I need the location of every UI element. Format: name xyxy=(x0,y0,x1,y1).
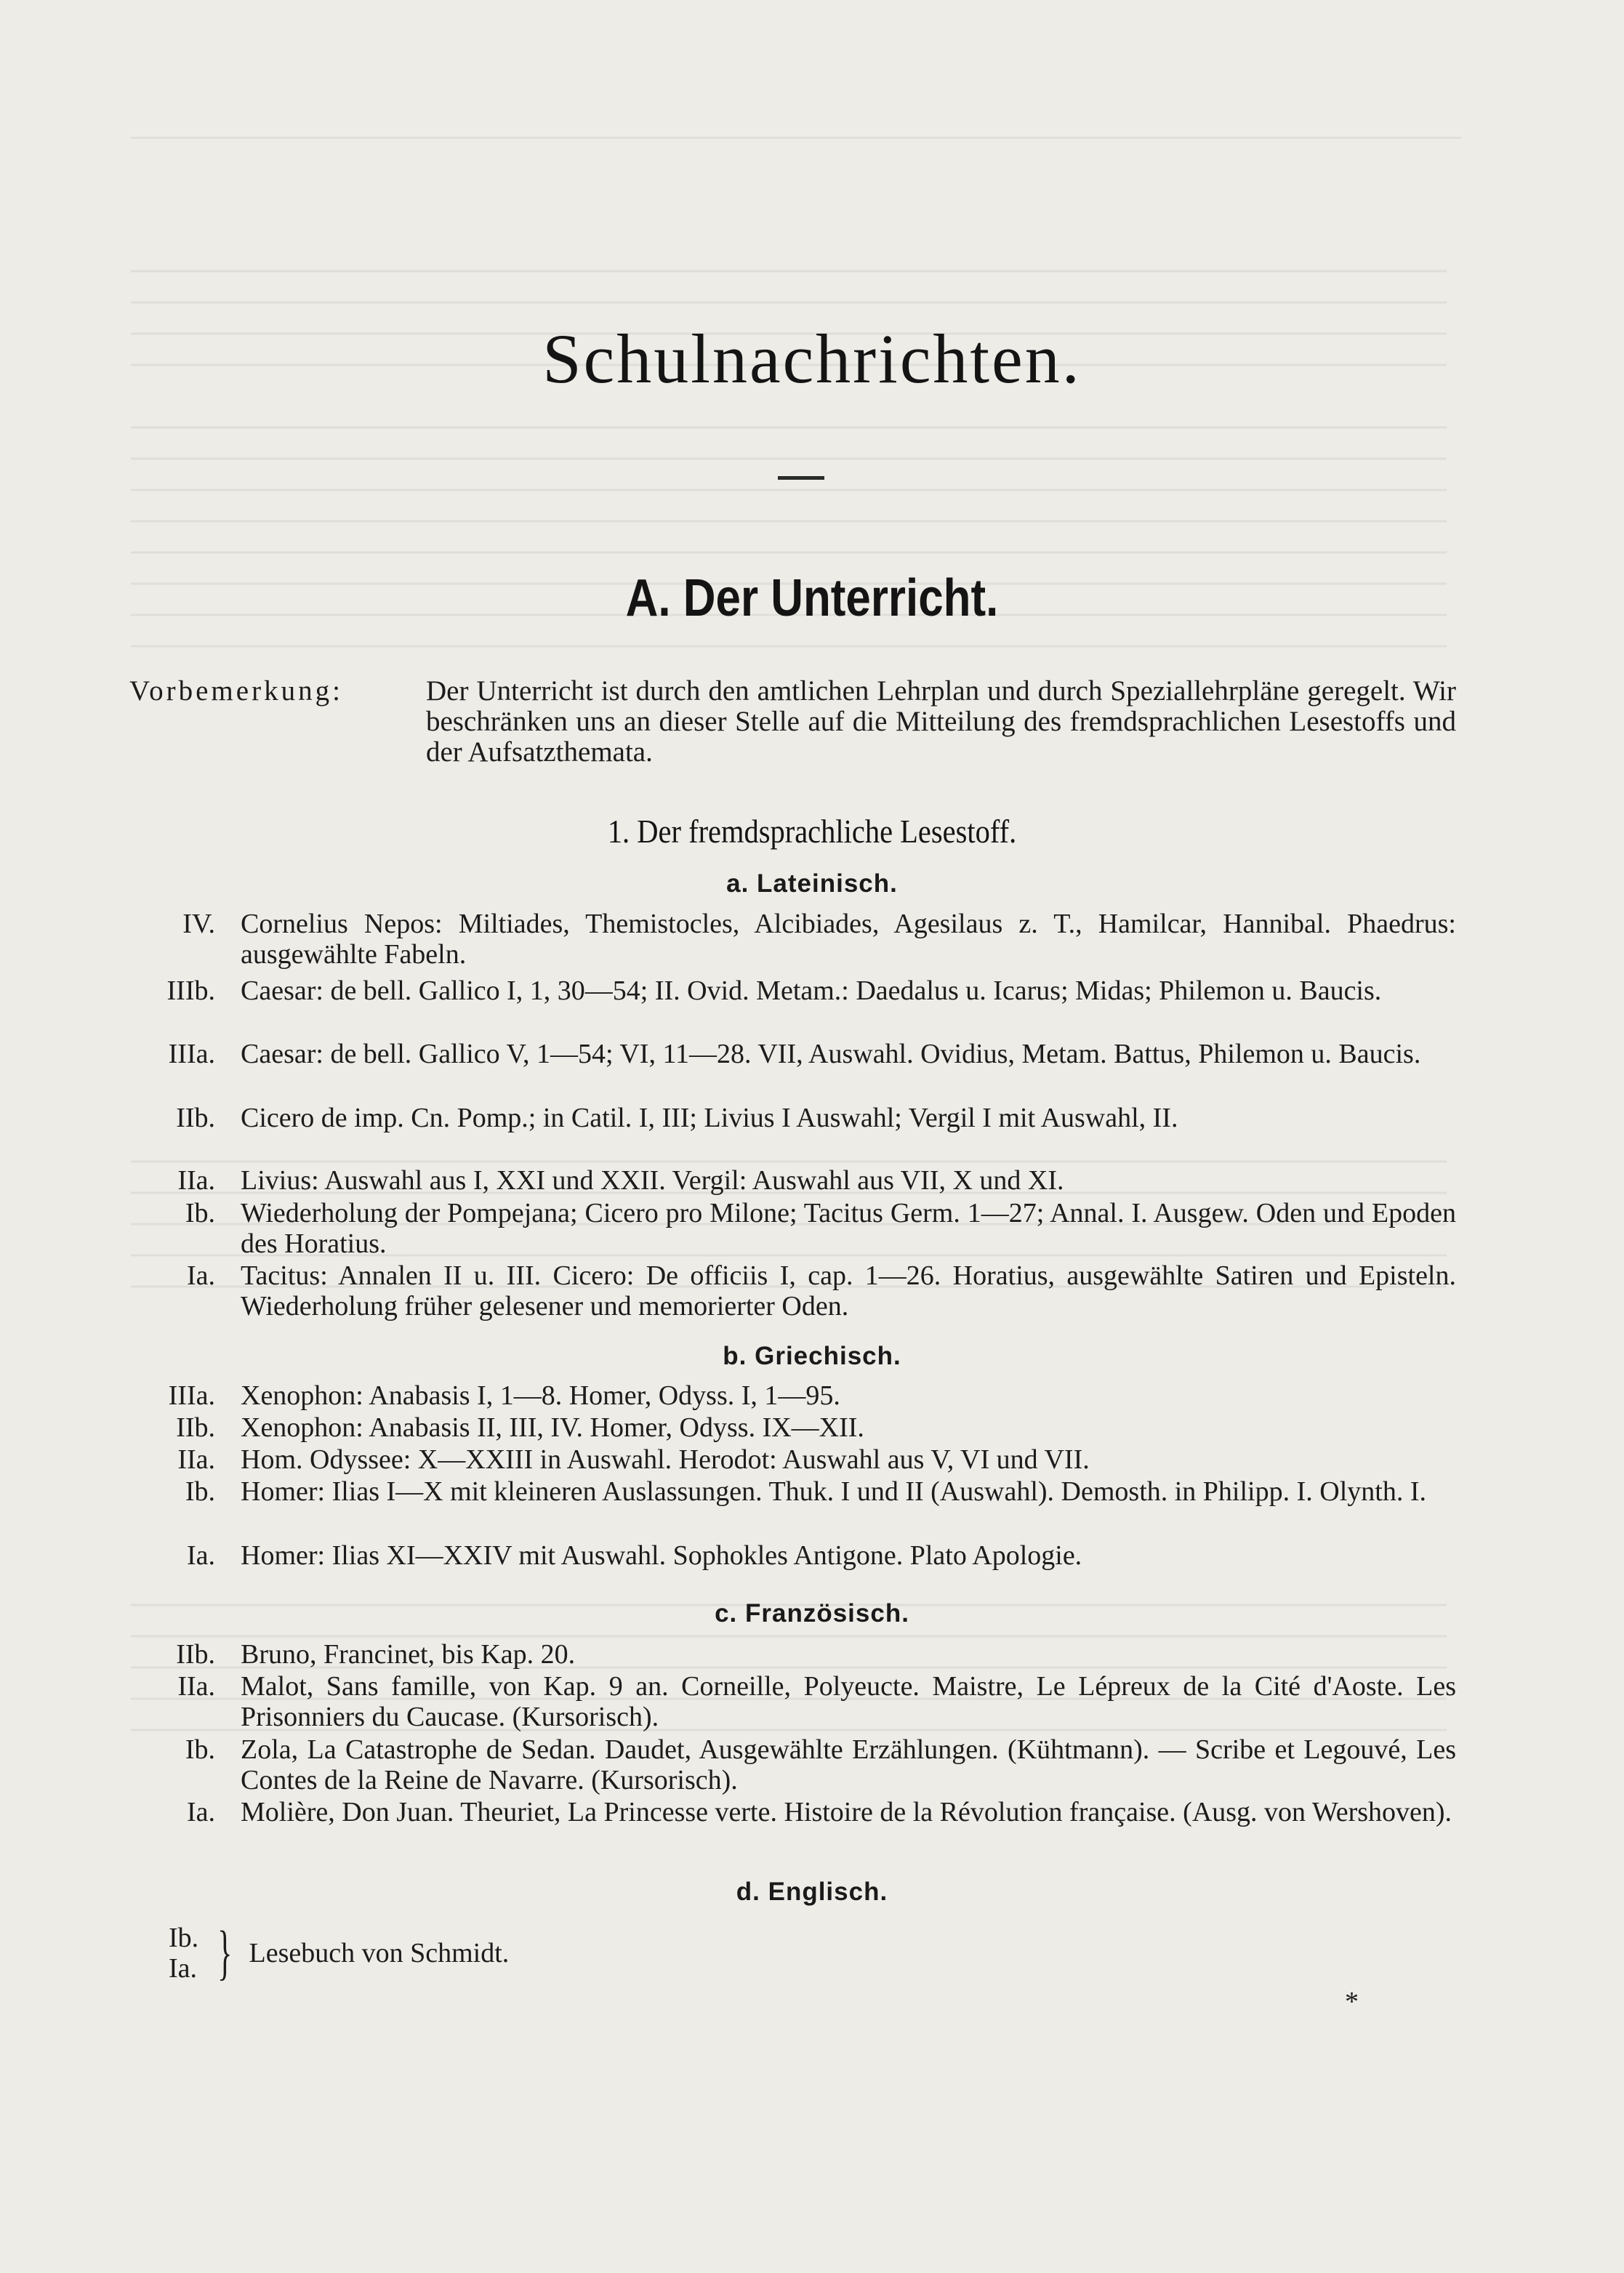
entry-text: Cornelius Nepos: Miltiades, Themistocles, Alcibiades, Agesilaus z. T., Hamilcar, Hannibal. Phaedrus: ausgewählte Fabeln. xyxy=(241,909,1456,970)
reading-entry xyxy=(129,1103,1456,1134)
title-divider xyxy=(778,476,824,480)
reading-entry xyxy=(129,1477,1456,1508)
entry-text: Wiederholung der Pompejana; Cicero pro Milone; Tacitus Germ. 1—27; Annal. I. Ausgew. Oden und Epoden des Horatius. xyxy=(241,1198,1456,1259)
class-label: Ib. xyxy=(185,1198,215,1228)
bracketed-classes xyxy=(169,1923,198,1984)
entry-text: Caesar: de bell. Gallico V, 1—54; VI, 11—28. VII, Auswahl. Ovidius, Metam. Battus, Philemon u. Baucis. xyxy=(241,1039,1421,1069)
class-label: Ib. xyxy=(185,1476,215,1507)
class-label: Ib. xyxy=(169,1923,199,1953)
reading-entry xyxy=(129,1166,1456,1196)
class-label: IIa. xyxy=(177,1671,215,1702)
reading-entry xyxy=(129,1039,1456,1070)
class-label: Ia. xyxy=(169,1953,198,1984)
entry-text: Lesebuch von Schmidt. xyxy=(249,1938,510,1968)
reading-entry xyxy=(129,1381,1456,1412)
class-label: Ia. xyxy=(186,1797,215,1827)
language-heading-latin: a. Lateinisch. xyxy=(726,869,898,898)
class-label: IIb. xyxy=(176,1412,215,1443)
entry-text: Livius: Auswahl aus I, XXI und XXII. Vergil: Auswahl aus VII, X und XI. xyxy=(241,1165,1064,1196)
reading-entry xyxy=(129,1735,1456,1795)
reading-entry xyxy=(129,1413,1456,1444)
entry-text: Homer: Ilias XI—XXIV mit Auswahl. Sophokles Antigone. Plato Apologie. xyxy=(241,1540,1082,1571)
reading-entry xyxy=(129,1672,1456,1732)
entry-text: Cicero de imp. Cn. Pomp.; in Catil. I, III; Livius I Auswahl; Vergil I mit Auswahl, II. xyxy=(241,1103,1178,1133)
class-label: Ib. xyxy=(185,1734,215,1765)
class-label: IIb. xyxy=(176,1103,215,1133)
language-heading-english: d. Englisch. xyxy=(736,1878,888,1906)
curly-brace-icon: } xyxy=(217,1919,232,1987)
entry-text: Xenophon: Anabasis II, III, IV. Homer, Odyss. IX—XII. xyxy=(241,1412,864,1443)
class-label: IIIa. xyxy=(168,1039,215,1069)
entry-text: Xenophon: Anabasis I, 1—8. Homer, Odyss. I, 1—95. xyxy=(241,1380,840,1411)
page-title: Schulnachrichten. xyxy=(542,320,1082,398)
preface xyxy=(129,676,1456,768)
class-label: IIb. xyxy=(176,1639,215,1670)
entry-text: Tacitus: Annalen II u. III. Cicero: De officiis I, cap. 1—26. Horatius, ausgewählte Satiren und Episteln. Wiederholung früher gelesener und memorierter Oden. xyxy=(241,1260,1456,1321)
class-label: Ia. xyxy=(186,1540,215,1571)
class-label: IIa. xyxy=(177,1165,215,1196)
page-mark: * xyxy=(1345,1987,1359,2017)
entry-text: Malot, Sans famille, von Kap. 9 an. Corneille, Polyeucte. Maistre, Le Lépreux de la Cité d'Aoste. Les Prisonniers du Caucase. (Kursorisch). xyxy=(241,1671,1456,1732)
class-label: IIa. xyxy=(177,1444,215,1475)
reading-entry xyxy=(129,976,1456,1007)
entry-text: Zola, La Catastrophe de Sedan. Daudet, Ausgewählte Erzählungen. (Kühtmann). — Scribe et Legouvé, Les Contes de la Reine de Navarre. (Kursorisch). xyxy=(241,1734,1456,1795)
preface-text: Der Unterricht ist durch den amtlichen Lehrplan und durch Speziallehrpläne geregelt. Wir beschränken uns an dieser Stelle auf die Mitteilung des fremdsprachlichen Lesestoffs und der Aufsatzthemata. xyxy=(426,675,1456,768)
class-label: IIIb. xyxy=(166,975,215,1006)
reading-entry xyxy=(129,1261,1456,1321)
entry-text: Caesar: de bell. Gallico I, 1, 30—54; II. Ovid. Metam.: Daedalus u. Icarus; Midas; Philemon u. Baucis. xyxy=(241,975,1382,1006)
class-label: Ia. xyxy=(186,1260,215,1291)
entry-text: Bruno, Francinet, bis Kap. 20. xyxy=(241,1639,576,1670)
subsection-title: 1. Der fremdsprachliche Lesestoff. xyxy=(607,813,1017,850)
reading-entry xyxy=(129,1541,1456,1572)
reading-entry xyxy=(129,909,1456,970)
entry-text: Homer: Ilias I—X mit kleineren Auslassungen. Thuk. I und II (Auswahl). Demosth. in Philipp. I. Olynth. I. xyxy=(241,1476,1426,1507)
language-heading-greek: b. Griechisch. xyxy=(723,1342,901,1370)
preface-label: Vorbemerkung: xyxy=(129,675,343,707)
entry-text: Hom. Odyssee: X—XXIII in Auswahl. Herodot: Auswahl aus V, VI und VII. xyxy=(241,1444,1090,1475)
entry-text: Molière, Don Juan. Theuriet, La Princesse verte. Histoire de la Révolution française. (Ausg. von Wershoven). xyxy=(241,1797,1452,1827)
class-label: IIIa. xyxy=(168,1380,215,1411)
bracketed-entry xyxy=(169,1919,510,1987)
reading-entry xyxy=(129,1640,1456,1670)
section-heading: A. Der Unterricht. xyxy=(625,569,999,627)
class-label: IV. xyxy=(182,909,215,939)
language-heading-french: c. Französisch. xyxy=(715,1599,909,1628)
reading-entry xyxy=(129,1199,1456,1259)
reading-entry xyxy=(129,1445,1456,1476)
reading-entry xyxy=(129,1798,1456,1828)
